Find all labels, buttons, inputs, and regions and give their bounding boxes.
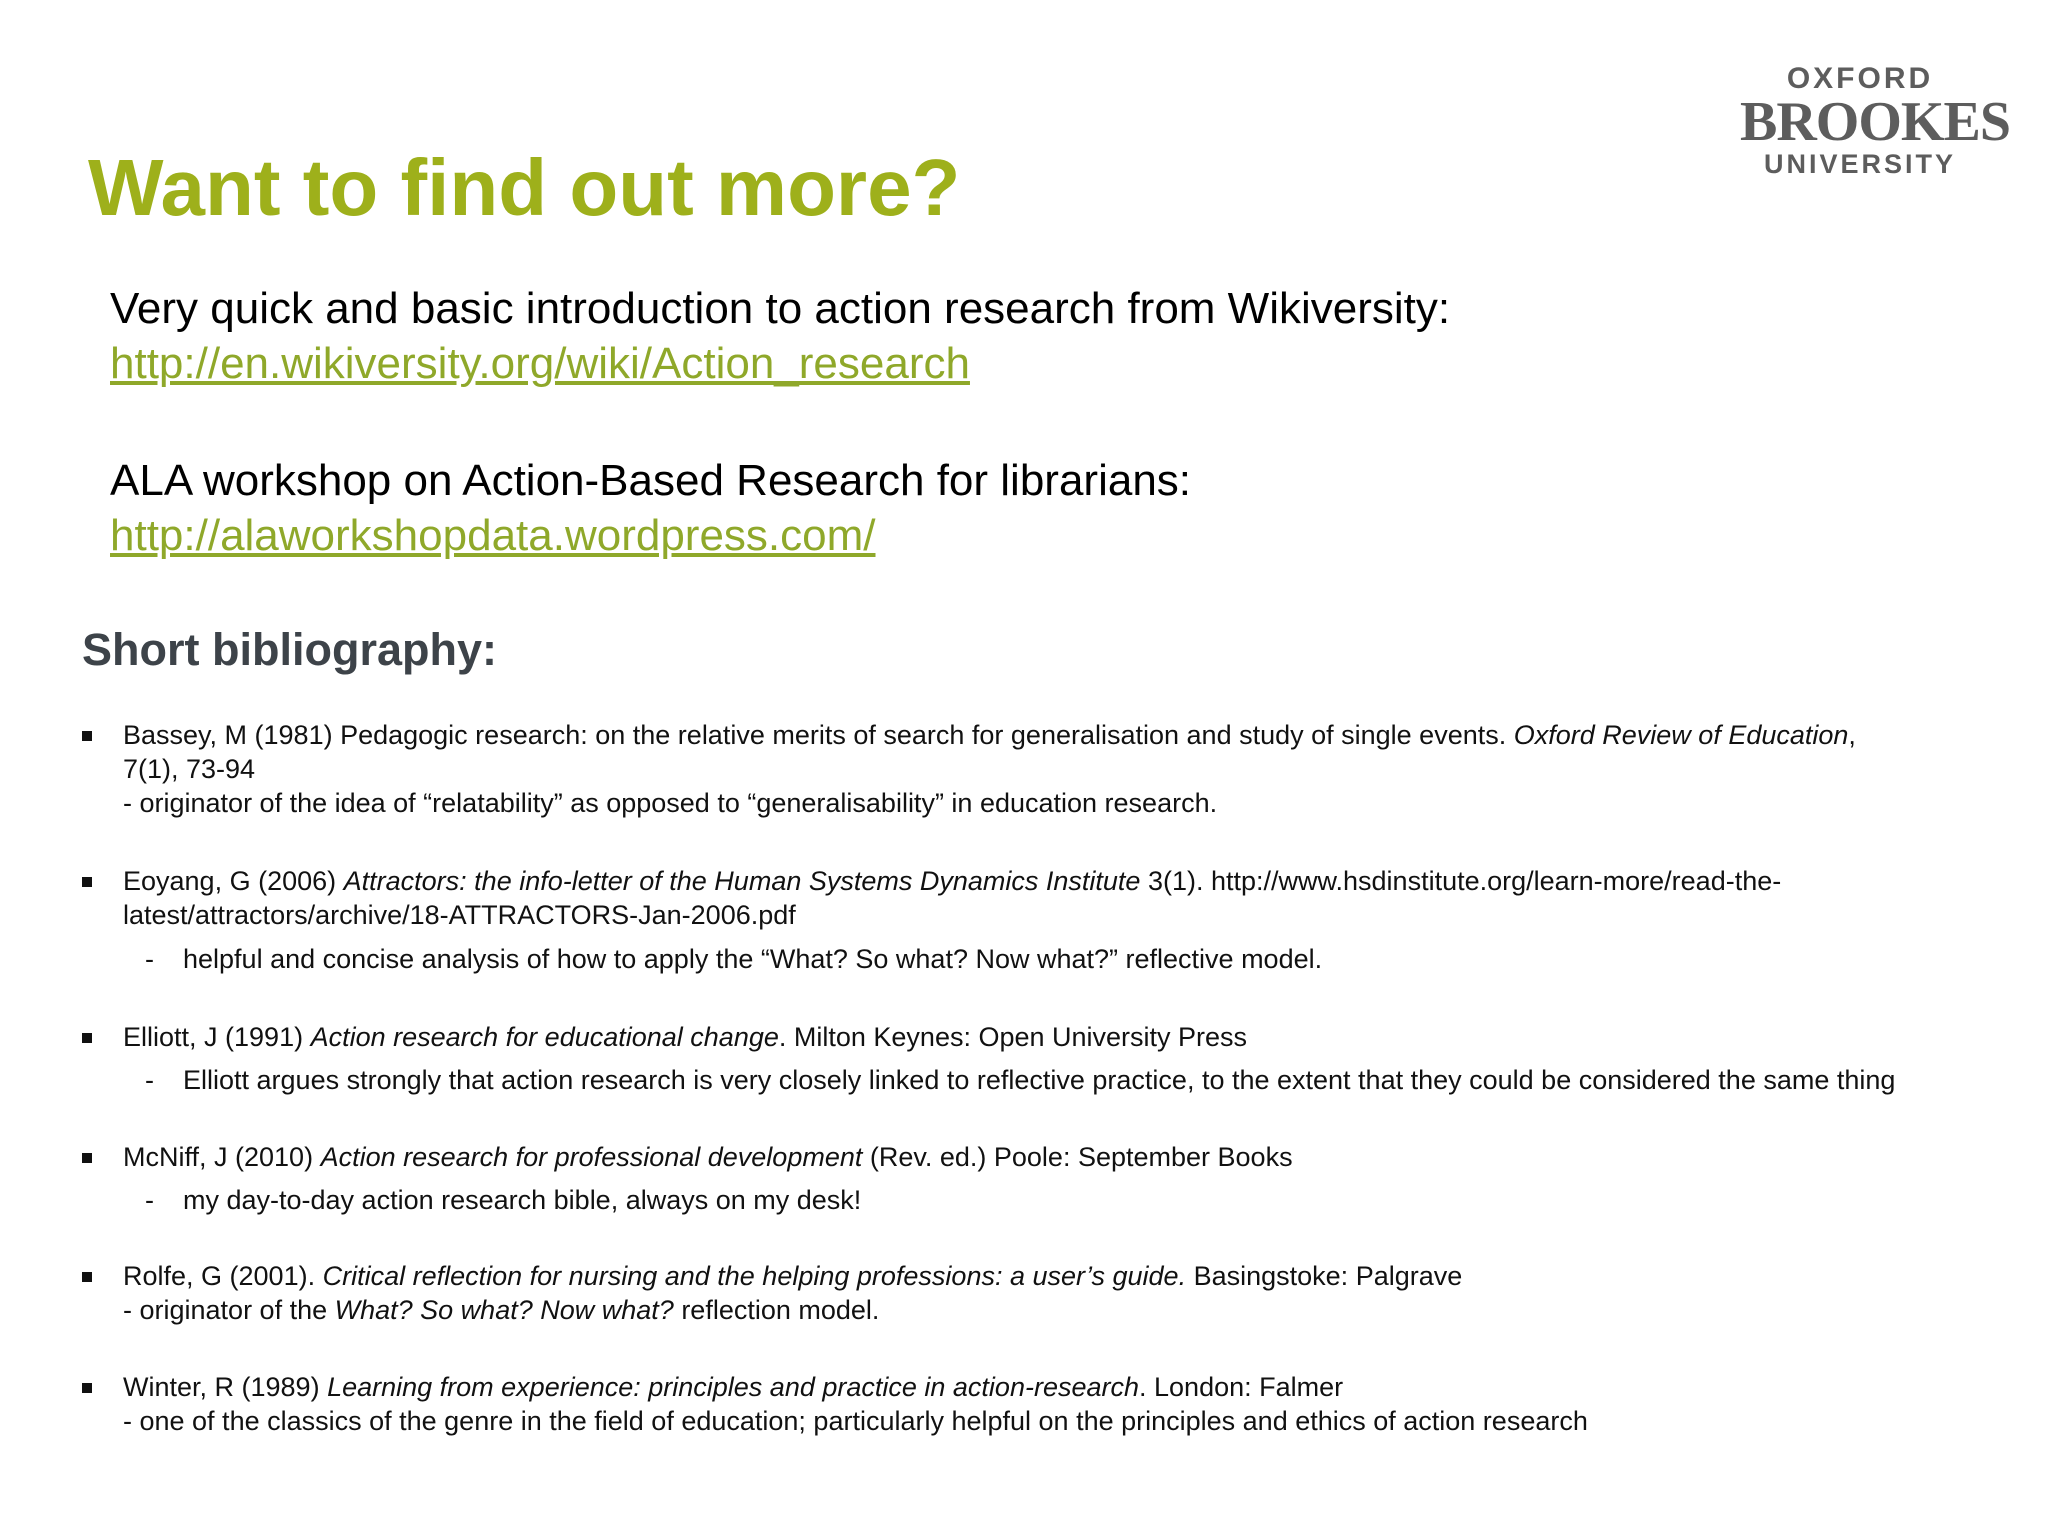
note-dash: - [145,944,154,974]
bibliography-heading: Short bibliography: [82,624,497,675]
citation [123,1370,1953,1404]
note-model-name: What? So what? Now what? [334,1295,674,1325]
logo-line-brookes: BROOKES [1740,91,2010,153]
bullet-icon [82,1272,92,1282]
citation-author: Bassey, M (1981) Pedagogic research: on the relative merits of search for generalisation and study of single events. [123,720,1514,750]
resource-label: ALA workshop on Action-Based Research for librarians: [110,456,1192,505]
citation-note: my day-to-day action research bible, always on my desk! [183,1185,862,1215]
note-text: reflection model. [673,1295,880,1325]
citation-author: Winter, R (1989) [123,1372,328,1402]
citation-note: - one of the classics of the genre in the field of education; particularly helpful on the principles and ethics of action research [123,1406,1588,1436]
citation-title: Critical reflection for nursing and the helping professions: a user’s guide. [322,1261,1187,1291]
citation [123,718,1953,752]
citation-note: Elliott argues strongly that action research is very closely linked to reflective practice, to the extent that they could be considered the same thing [183,1065,1896,1095]
citation [123,1259,1953,1293]
citation-title: Oxford Review of Education [1513,720,1849,750]
citation-note [123,1293,879,1327]
note-text: - originator of the [123,1295,335,1325]
note-dash: - [145,1065,154,1095]
logo-line-oxford: OXFORD [1786,62,1934,95]
citation [123,864,1953,898]
citation-title: Attractors: the info-letter of the Human Systems Dynamics Institute [343,866,1141,896]
citation-continuation: latest/attractors/archive/18-ATTRACTORS-Jan-2006.pdf [123,900,796,930]
resource-label: Very quick and basic introduction to action research from Wikiversity: [110,284,1451,333]
citation-title: Action research for professional development [320,1142,863,1172]
citation-note: helpful and concise analysis of how to apply the “What? So what? Now what?” reflective model. [183,944,1323,974]
citation [123,1140,1953,1174]
resource-wikiversity [110,281,1450,391]
citation-details: (Rev. ed.) Poole: September Books [862,1142,1293,1172]
citation-details: 3(1). http://www.hsdinstitute.org/learn-more/read-the- [1140,866,1782,896]
resource-ala-workshop [110,453,1191,563]
bullet-icon [82,731,92,741]
citation-author: McNiff, J (2010) [123,1142,321,1172]
bullet-icon [82,877,92,887]
bullet-icon [82,1383,92,1393]
citation-details: , [1848,720,1856,750]
citation-title: Action research for educational change [310,1022,779,1052]
citation [123,1020,1953,1054]
oxford-brookes-logo [1740,62,2010,180]
citation-author: Rolfe, G (2001). [123,1261,323,1291]
citation-title: Learning from experience: principles and practice in action-research [327,1372,1140,1402]
citation-author: Elliott, J (1991) [123,1022,311,1052]
citation-details: . Milton Keynes: Open University Press [778,1022,1248,1052]
resource-link-ala-workshop[interactable]: http://alaworkshopdata.wordpress.com/ [110,511,876,560]
citation-author: Eoyang, G (2006) [123,866,344,896]
bullet-icon [82,1153,92,1163]
citation-details: . London: Falmer [1139,1372,1344,1402]
citation-details: Basingstoke: Palgrave [1186,1261,1463,1291]
page-title: Want to find out more? [88,143,961,232]
citation-continuation: 7(1), 73-94 [123,754,256,784]
logo-line-university: UNIVERSITY [1763,149,1957,179]
resource-link-wikiversity[interactable]: http://en.wikiversity.org/wiki/Action_research [110,339,970,388]
citation-note: - originator of the idea of “relatability” as opposed to “generalisability” in education research. [123,788,1218,818]
note-dash: - [145,1185,154,1215]
bullet-icon [82,1033,92,1043]
